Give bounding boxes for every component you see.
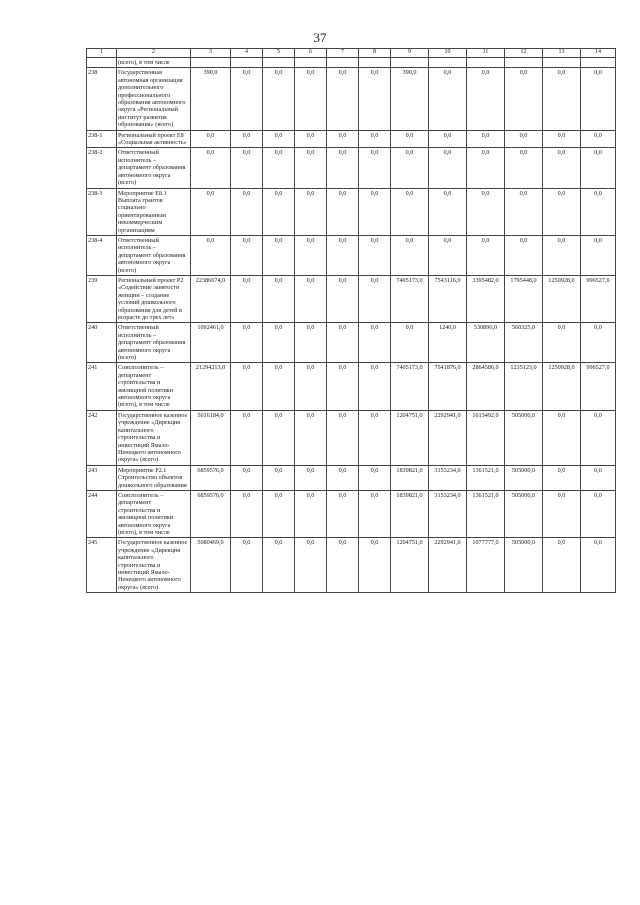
table-row bbox=[87, 410, 616, 465]
value-cell: 1077777,0 bbox=[467, 538, 505, 593]
value-cell: 0,0 bbox=[505, 130, 543, 148]
value-cell: 1235123,0 bbox=[505, 363, 543, 410]
value-cell: 0,0 bbox=[505, 235, 543, 275]
value-cell: 1839821,0 bbox=[391, 490, 429, 537]
value-cell: 0,0 bbox=[191, 148, 231, 188]
value-cell: 0,0 bbox=[543, 410, 581, 465]
column-header: 14 bbox=[581, 49, 616, 58]
row-id-cell: 238 bbox=[87, 68, 117, 130]
row-name-cell: Ответственный исполнитель – департамент образования автономного округа (всего) bbox=[117, 235, 191, 275]
row-name-cell: Соисполнитель – департамент строительства и жилищной политики автономного округа (всего), в том числе bbox=[117, 363, 191, 410]
value-cell: 0,0 bbox=[581, 130, 616, 148]
page-number: 37 bbox=[313, 30, 327, 45]
table-body bbox=[87, 49, 616, 593]
table-row bbox=[87, 235, 616, 275]
value-cell: 0,0 bbox=[231, 275, 263, 322]
value-cell: 0,0 bbox=[263, 235, 295, 275]
value-cell: 0,0 bbox=[581, 235, 616, 275]
value-cell: 0,0 bbox=[231, 188, 263, 235]
value-cell: 0,0 bbox=[327, 275, 359, 322]
value-cell: 0,0 bbox=[359, 68, 391, 130]
column-header: 2 bbox=[117, 49, 191, 58]
table-row bbox=[87, 130, 616, 148]
value-cell: 0,0 bbox=[359, 188, 391, 235]
value-cell: 1240,0 bbox=[429, 323, 467, 363]
value-cell: 0,0 bbox=[263, 130, 295, 148]
value-cell bbox=[295, 58, 327, 68]
value-cell: 0,0 bbox=[581, 323, 616, 363]
value-cell: 0,0 bbox=[391, 148, 429, 188]
continuation-text: (всего), в том числе bbox=[117, 58, 191, 68]
column-header: 7 bbox=[327, 49, 359, 58]
value-cell: 0,0 bbox=[327, 490, 359, 537]
value-cell: 0,0 bbox=[263, 538, 295, 593]
row-name-cell: Ответственный исполнитель – департамент образования автономного округа (всего) bbox=[117, 323, 191, 363]
row-name-cell: Государственное казенное учреждение «Дирекция капитального строительства и инвестиций Ямало-Ненецкого автономного округа» (всего) bbox=[117, 538, 191, 593]
value-cell: 1795448,0 bbox=[505, 275, 543, 322]
value-cell: 0,0 bbox=[543, 148, 581, 188]
column-header: 9 bbox=[391, 49, 429, 58]
value-cell: 0,0 bbox=[263, 68, 295, 130]
table-row bbox=[87, 275, 616, 322]
value-cell: 0,0 bbox=[327, 130, 359, 148]
column-header: 1 bbox=[87, 49, 117, 58]
column-header: 10 bbox=[429, 49, 467, 58]
value-cell: 390,0 bbox=[391, 68, 429, 130]
value-cell: 0,0 bbox=[391, 235, 429, 275]
table-row bbox=[87, 363, 616, 410]
row-id-cell: 238-1 bbox=[87, 130, 117, 148]
value-cell: 7543116,0 bbox=[429, 275, 467, 322]
value-cell: 0,0 bbox=[467, 235, 505, 275]
value-cell: 1204751,0 bbox=[391, 538, 429, 593]
value-cell bbox=[263, 58, 295, 68]
value-cell: 3153234,0 bbox=[429, 490, 467, 537]
value-cell: 0,0 bbox=[295, 148, 327, 188]
row-name-cell: Государственное казенное учреждение «Дирекция капитального строительства и инвестиций Ямало-Ненецкого автономного округа» (всего) bbox=[117, 410, 191, 465]
value-cell: 0,0 bbox=[263, 410, 295, 465]
row-id-cell: 242 bbox=[87, 410, 117, 465]
value-cell: 0,0 bbox=[263, 465, 295, 490]
value-cell: 0,0 bbox=[295, 465, 327, 490]
value-cell: 0,0 bbox=[359, 538, 391, 593]
value-cell: 2864586,0 bbox=[467, 363, 505, 410]
value-cell: 0,0 bbox=[231, 68, 263, 130]
value-cell: 0,0 bbox=[263, 148, 295, 188]
value-cell: 0,0 bbox=[327, 465, 359, 490]
value-cell bbox=[359, 58, 391, 68]
value-cell: 0,0 bbox=[359, 148, 391, 188]
value-cell: 7405173,0 bbox=[391, 275, 429, 322]
value-cell: 996527,0 bbox=[581, 363, 616, 410]
value-cell: 22386674,0 bbox=[191, 275, 231, 322]
value-cell: 0,0 bbox=[581, 410, 616, 465]
value-cell bbox=[505, 58, 543, 68]
row-id-cell: 238-4 bbox=[87, 235, 117, 275]
value-cell: 0,0 bbox=[231, 363, 263, 410]
value-cell bbox=[543, 58, 581, 68]
value-cell: 0,0 bbox=[327, 235, 359, 275]
value-cell: 1361521,0 bbox=[467, 490, 505, 537]
value-cell: 0,0 bbox=[581, 465, 616, 490]
table-row bbox=[87, 68, 616, 130]
value-cell: 7405173,0 bbox=[391, 363, 429, 410]
value-cell: 0,0 bbox=[231, 148, 263, 188]
value-cell: 0,0 bbox=[359, 490, 391, 537]
value-cell: 505000,0 bbox=[505, 490, 543, 537]
value-cell: 996527,0 bbox=[581, 275, 616, 322]
value-cell: 0,0 bbox=[505, 148, 543, 188]
value-cell: 0,0 bbox=[467, 188, 505, 235]
value-cell: 0,0 bbox=[467, 148, 505, 188]
value-cell: 0,0 bbox=[543, 130, 581, 148]
row-name-cell: Мероприятие Р2.1 Строительство объектов дошкольного образования bbox=[117, 465, 191, 490]
value-cell: 0,0 bbox=[327, 538, 359, 593]
table-row bbox=[87, 323, 616, 363]
value-cell: 0,0 bbox=[231, 130, 263, 148]
value-cell: 0,0 bbox=[543, 538, 581, 593]
value-cell bbox=[467, 58, 505, 68]
value-cell bbox=[581, 58, 616, 68]
value-cell: 0,0 bbox=[327, 188, 359, 235]
column-header: 4 bbox=[231, 49, 263, 58]
table-row bbox=[87, 465, 616, 490]
value-cell: 1839821,0 bbox=[391, 465, 429, 490]
value-cell: 0,0 bbox=[191, 130, 231, 148]
value-cell: 7541876,0 bbox=[429, 363, 467, 410]
value-cell: 5080469,0 bbox=[191, 538, 231, 593]
value-cell: 0,0 bbox=[231, 490, 263, 537]
value-cell: 0,0 bbox=[231, 465, 263, 490]
column-header: 12 bbox=[505, 49, 543, 58]
value-cell: 0,0 bbox=[543, 235, 581, 275]
value-cell: 0,0 bbox=[295, 323, 327, 363]
value-cell: 505000,0 bbox=[505, 465, 543, 490]
value-cell: 0,0 bbox=[429, 148, 467, 188]
row-name-cell: Ответственный исполнитель – департамент образования автономного округа (всего) bbox=[117, 148, 191, 188]
column-header: 6 bbox=[295, 49, 327, 58]
row-id-cell: 245 bbox=[87, 538, 117, 593]
row-name-cell: Мероприятие Е8.1 Выплата грантов социально ориентированным некоммерческим организациям bbox=[117, 188, 191, 235]
value-cell: 0,0 bbox=[429, 68, 467, 130]
value-cell: 0,0 bbox=[581, 188, 616, 235]
column-header: 3 bbox=[191, 49, 231, 58]
value-cell: 0,0 bbox=[327, 323, 359, 363]
value-cell: 0,0 bbox=[295, 188, 327, 235]
value-cell: 0,0 bbox=[543, 68, 581, 130]
value-cell bbox=[327, 58, 359, 68]
value-cell: 0,0 bbox=[543, 490, 581, 537]
value-cell: 1250928,0 bbox=[543, 363, 581, 410]
continuation-row bbox=[87, 58, 616, 68]
value-cell: 0,0 bbox=[429, 235, 467, 275]
value-cell: 0,0 bbox=[581, 538, 616, 593]
value-cell: 0,0 bbox=[467, 130, 505, 148]
value-cell: 0,0 bbox=[263, 323, 295, 363]
value-cell: 0,0 bbox=[391, 188, 429, 235]
value-cell: 0,0 bbox=[505, 188, 543, 235]
value-cell bbox=[429, 58, 467, 68]
value-cell: 0,0 bbox=[429, 130, 467, 148]
value-cell: 0,0 bbox=[391, 130, 429, 148]
value-cell bbox=[191, 58, 231, 68]
value-cell: 1613492,0 bbox=[467, 410, 505, 465]
value-cell: 1250928,0 bbox=[543, 275, 581, 322]
table-row bbox=[87, 490, 616, 537]
value-cell: 0,0 bbox=[231, 323, 263, 363]
value-cell: 0,0 bbox=[359, 275, 391, 322]
value-cell: 5616184,0 bbox=[191, 410, 231, 465]
value-cell: 0,0 bbox=[429, 188, 467, 235]
value-cell: 21294213,0 bbox=[191, 363, 231, 410]
value-cell: 0,0 bbox=[359, 235, 391, 275]
value-cell: 0,0 bbox=[359, 130, 391, 148]
row-name-cell: Региональный проект Р2 «Содействие занятости женщин – создание условий дошкольного образования для детей в возрасте до трех лет» bbox=[117, 275, 191, 322]
value-cell: 0,0 bbox=[263, 188, 295, 235]
value-cell: 0,0 bbox=[327, 68, 359, 130]
row-name-cell: Государственная автономная организация дополнительного профессионального образования автономного округа «Региональный институт развития образования» (всего) bbox=[117, 68, 191, 130]
value-cell: 0,0 bbox=[295, 363, 327, 410]
value-cell: 3395482,0 bbox=[467, 275, 505, 322]
row-id-cell: 243 bbox=[87, 465, 117, 490]
value-cell: 6859576,0 bbox=[191, 490, 231, 537]
value-cell bbox=[391, 58, 429, 68]
table-row bbox=[87, 188, 616, 235]
value-cell: 0,0 bbox=[327, 363, 359, 410]
value-cell: 560325,0 bbox=[505, 323, 543, 363]
value-cell: 0,0 bbox=[295, 538, 327, 593]
value-cell: 0,0 bbox=[543, 188, 581, 235]
row-id-cell bbox=[87, 58, 117, 68]
value-cell: 0,0 bbox=[581, 148, 616, 188]
value-cell: 1361521,0 bbox=[467, 465, 505, 490]
row-id-cell: 241 bbox=[87, 363, 117, 410]
value-cell: 0,0 bbox=[359, 465, 391, 490]
value-cell: 0,0 bbox=[263, 363, 295, 410]
value-cell: 6859576,0 bbox=[191, 465, 231, 490]
value-cell: 0,0 bbox=[231, 410, 263, 465]
row-name-cell: Соисполнитель – департамент строительства и жилищной политики автономного округа (всего), в том числе bbox=[117, 490, 191, 537]
value-cell: 0,0 bbox=[327, 148, 359, 188]
column-header: 8 bbox=[359, 49, 391, 58]
value-cell: 0,0 bbox=[359, 410, 391, 465]
value-cell: 0,0 bbox=[263, 275, 295, 322]
column-header: 13 bbox=[543, 49, 581, 58]
value-cell: 390,0 bbox=[191, 68, 231, 130]
value-cell: 0,0 bbox=[191, 188, 231, 235]
row-id-cell: 238-3 bbox=[87, 188, 117, 235]
value-cell: 0,0 bbox=[231, 538, 263, 593]
value-cell: 2292941,0 bbox=[429, 410, 467, 465]
value-cell: 530896,0 bbox=[467, 323, 505, 363]
value-cell: 0,0 bbox=[231, 235, 263, 275]
value-cell: 3153234,0 bbox=[429, 465, 467, 490]
table-row bbox=[87, 538, 616, 593]
value-cell: 0,0 bbox=[295, 490, 327, 537]
column-header: 5 bbox=[263, 49, 295, 58]
value-cell: 0,0 bbox=[543, 465, 581, 490]
row-id-cell: 238-2 bbox=[87, 148, 117, 188]
value-cell: 0,0 bbox=[505, 68, 543, 130]
row-id-cell: 240 bbox=[87, 323, 117, 363]
value-cell: 0,0 bbox=[263, 490, 295, 537]
value-cell: 0,0 bbox=[359, 323, 391, 363]
value-cell: 505000,0 bbox=[505, 410, 543, 465]
value-cell: 0,0 bbox=[295, 275, 327, 322]
budget-table bbox=[86, 48, 616, 593]
table-header-row bbox=[87, 49, 616, 58]
value-cell: 0,0 bbox=[543, 323, 581, 363]
value-cell bbox=[231, 58, 263, 68]
value-cell: 0,0 bbox=[295, 68, 327, 130]
value-cell: 0,0 bbox=[391, 323, 429, 363]
row-id-cell: 244 bbox=[87, 490, 117, 537]
column-header: 11 bbox=[467, 49, 505, 58]
value-cell: 0,0 bbox=[295, 130, 327, 148]
value-cell: 1092461,0 bbox=[191, 323, 231, 363]
value-cell: 2292941,0 bbox=[429, 538, 467, 593]
value-cell: 0,0 bbox=[581, 490, 616, 537]
value-cell: 0,0 bbox=[327, 410, 359, 465]
value-cell: 0,0 bbox=[191, 235, 231, 275]
value-cell: 0,0 bbox=[581, 68, 616, 130]
table-row bbox=[87, 148, 616, 188]
value-cell: 0,0 bbox=[467, 68, 505, 130]
value-cell: 0,0 bbox=[359, 363, 391, 410]
value-cell: 0,0 bbox=[295, 235, 327, 275]
value-cell: 0,0 bbox=[295, 410, 327, 465]
value-cell: 1204751,0 bbox=[391, 410, 429, 465]
value-cell: 505000,0 bbox=[505, 538, 543, 593]
row-name-cell: Региональный проект Е8 «Социальная активность» bbox=[117, 130, 191, 148]
row-id-cell: 239 bbox=[87, 275, 117, 322]
